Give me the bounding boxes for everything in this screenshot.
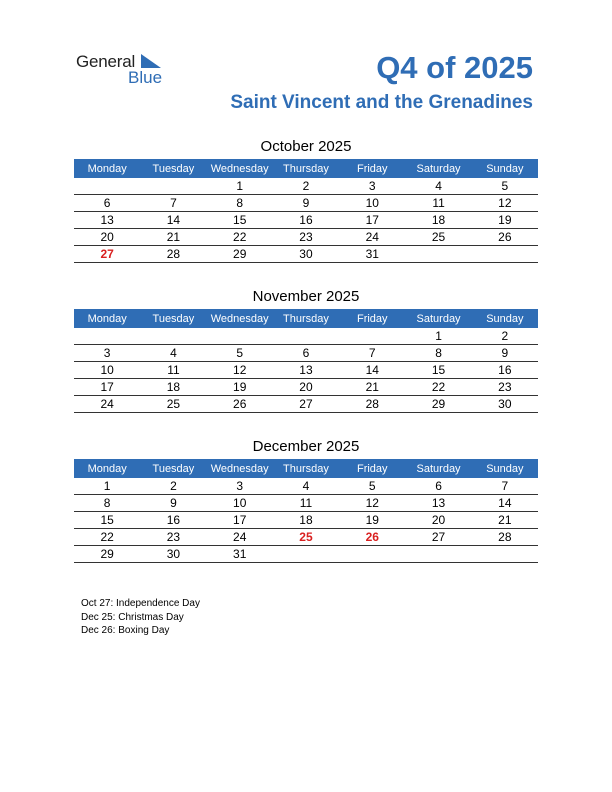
weekday-header: Tuesday xyxy=(140,459,206,478)
day-cell xyxy=(339,328,405,345)
weekday-header: Tuesday xyxy=(140,159,206,178)
day-cell: 29 xyxy=(207,246,273,263)
day-cell: 15 xyxy=(74,512,140,529)
day-cell: 25 xyxy=(273,529,339,546)
day-cell: 18 xyxy=(405,212,471,229)
day-cell: 20 xyxy=(405,512,471,529)
day-cell: 7 xyxy=(339,345,405,362)
day-cell: 27 xyxy=(74,246,140,263)
day-cell: 3 xyxy=(207,478,273,495)
weekday-header: Friday xyxy=(339,309,405,328)
weekday-header: Thursday xyxy=(273,309,339,328)
day-cell xyxy=(339,546,405,563)
day-cell: 24 xyxy=(74,396,140,413)
day-cell xyxy=(207,328,273,345)
day-cell: 26 xyxy=(472,229,538,246)
weekday-header: Sunday xyxy=(472,459,538,478)
day-cell: 26 xyxy=(339,529,405,546)
day-cell: 15 xyxy=(405,362,471,379)
day-cell: 26 xyxy=(207,396,273,413)
month-title: November 2025 xyxy=(252,288,360,305)
week-row xyxy=(74,546,538,563)
day-cell: 21 xyxy=(339,379,405,396)
logo-text-general: General xyxy=(76,52,136,71)
day-cell: 29 xyxy=(74,546,140,563)
day-cell: 7 xyxy=(472,478,538,495)
day-cell: 21 xyxy=(140,229,206,246)
weekday-header: Wednesday xyxy=(207,159,273,178)
day-cell: 19 xyxy=(207,379,273,396)
week-row xyxy=(74,328,538,345)
day-cell: 15 xyxy=(207,212,273,229)
day-cell: 30 xyxy=(273,246,339,263)
day-cell: 8 xyxy=(405,345,471,362)
holiday-note: Dec 26: Boxing Day xyxy=(81,625,170,636)
day-cell: 23 xyxy=(273,229,339,246)
day-cell: 17 xyxy=(339,212,405,229)
day-cell: 31 xyxy=(339,246,405,263)
weekday-header: Thursday xyxy=(273,159,339,178)
day-cell: 16 xyxy=(140,512,206,529)
weekday-header: Sunday xyxy=(472,309,538,328)
day-cell xyxy=(405,546,471,563)
day-cell: 12 xyxy=(472,195,538,212)
day-cell xyxy=(472,246,538,263)
day-cell: 7 xyxy=(140,195,206,212)
day-cell: 13 xyxy=(273,362,339,379)
day-cell: 1 xyxy=(74,478,140,495)
day-cell: 2 xyxy=(472,328,538,345)
month-title: December 2025 xyxy=(252,438,360,455)
logo-text-blue: Blue xyxy=(128,68,163,87)
week-row xyxy=(74,396,538,413)
month-table xyxy=(74,159,538,263)
day-cell: 16 xyxy=(472,362,538,379)
day-cell: 8 xyxy=(74,495,140,512)
day-cell: 12 xyxy=(207,362,273,379)
day-cell: 17 xyxy=(207,512,273,529)
weekday-header: Saturday xyxy=(405,309,471,328)
day-cell: 14 xyxy=(472,495,538,512)
page-title: Q4 of 2025 xyxy=(376,50,533,85)
day-cell xyxy=(472,546,538,563)
week-row xyxy=(74,195,538,212)
day-cell: 12 xyxy=(339,495,405,512)
day-cell: 11 xyxy=(405,195,471,212)
holiday-note: Oct 27: Independence Day xyxy=(81,598,200,609)
weekday-header: Saturday xyxy=(405,159,471,178)
day-cell: 5 xyxy=(339,478,405,495)
day-cell: 13 xyxy=(405,495,471,512)
day-cell: 22 xyxy=(74,529,140,546)
day-cell: 23 xyxy=(140,529,206,546)
logo xyxy=(76,52,176,88)
day-cell: 11 xyxy=(273,495,339,512)
day-cell: 3 xyxy=(74,345,140,362)
day-cell: 2 xyxy=(273,178,339,195)
day-cell: 17 xyxy=(74,379,140,396)
day-cell: 5 xyxy=(472,178,538,195)
week-row xyxy=(74,529,538,546)
day-cell: 16 xyxy=(273,212,339,229)
month-block xyxy=(74,286,538,413)
day-cell: 6 xyxy=(405,478,471,495)
day-cell: 9 xyxy=(472,345,538,362)
day-cell: 22 xyxy=(207,229,273,246)
day-cell xyxy=(140,328,206,345)
day-cell: 27 xyxy=(405,529,471,546)
month-block xyxy=(74,136,538,263)
day-cell: 25 xyxy=(140,396,206,413)
day-cell: 3 xyxy=(339,178,405,195)
day-cell: 18 xyxy=(273,512,339,529)
day-cell: 14 xyxy=(339,362,405,379)
day-cell: 21 xyxy=(472,512,538,529)
month-table xyxy=(74,309,538,413)
weekday-header: Monday xyxy=(74,309,140,328)
day-cell: 9 xyxy=(140,495,206,512)
day-cell: 1 xyxy=(207,178,273,195)
day-cell: 28 xyxy=(472,529,538,546)
weekday-header: Thursday xyxy=(273,459,339,478)
holiday-notes xyxy=(81,597,200,638)
day-cell: 10 xyxy=(207,495,273,512)
day-cell: 13 xyxy=(74,212,140,229)
day-cell: 24 xyxy=(339,229,405,246)
day-cell: 30 xyxy=(472,396,538,413)
day-cell: 18 xyxy=(140,379,206,396)
day-cell: 4 xyxy=(140,345,206,362)
day-cell: 2 xyxy=(140,478,206,495)
weekday-header: Wednesday xyxy=(207,309,273,328)
day-cell: 8 xyxy=(207,195,273,212)
day-cell: 31 xyxy=(207,546,273,563)
weekday-header: Friday xyxy=(339,159,405,178)
weekday-header: Wednesday xyxy=(207,459,273,478)
week-row xyxy=(74,229,538,246)
day-cell: 25 xyxy=(405,229,471,246)
weekday-header: Friday xyxy=(339,459,405,478)
country-title: Saint Vincent and the Grenadines xyxy=(230,92,533,113)
week-row xyxy=(74,495,538,512)
day-cell xyxy=(273,546,339,563)
day-cell: 24 xyxy=(207,529,273,546)
day-cell: 28 xyxy=(140,246,206,263)
holiday-note: Dec 25: Christmas Day xyxy=(81,611,184,623)
week-row xyxy=(74,178,538,195)
month-table xyxy=(74,459,538,563)
weekday-header: Monday xyxy=(74,459,140,478)
weekday-header: Sunday xyxy=(472,159,538,178)
week-row xyxy=(74,212,538,229)
day-cell: 4 xyxy=(273,478,339,495)
day-cell: 5 xyxy=(207,345,273,362)
day-cell: 11 xyxy=(140,362,206,379)
day-cell: 20 xyxy=(273,379,339,396)
day-cell: 19 xyxy=(339,512,405,529)
day-cell: 10 xyxy=(339,195,405,212)
day-cell: 19 xyxy=(472,212,538,229)
day-cell: 4 xyxy=(405,178,471,195)
day-cell: 23 xyxy=(472,379,538,396)
day-cell: 20 xyxy=(74,229,140,246)
day-cell: 27 xyxy=(273,396,339,413)
day-cell xyxy=(405,246,471,263)
day-cell: 22 xyxy=(405,379,471,396)
month-block xyxy=(74,436,538,563)
week-row xyxy=(74,362,538,379)
day-cell xyxy=(74,328,140,345)
weekday-header: Tuesday xyxy=(140,309,206,328)
day-cell: 29 xyxy=(405,396,471,413)
week-row xyxy=(74,246,538,263)
day-cell: 30 xyxy=(140,546,206,563)
month-title: October 2025 xyxy=(260,138,352,155)
week-row xyxy=(74,345,538,362)
weekday-header: Saturday xyxy=(405,459,471,478)
day-cell: 28 xyxy=(339,396,405,413)
day-cell xyxy=(140,178,206,195)
week-row xyxy=(74,512,538,529)
day-cell: 1 xyxy=(405,328,471,345)
week-row xyxy=(74,478,538,495)
day-cell: 10 xyxy=(74,362,140,379)
week-row xyxy=(74,379,538,396)
day-cell: 14 xyxy=(140,212,206,229)
day-cell: 6 xyxy=(74,195,140,212)
day-cell: 9 xyxy=(273,195,339,212)
day-cell xyxy=(273,328,339,345)
day-cell xyxy=(74,178,140,195)
weekday-header: Monday xyxy=(74,159,140,178)
day-cell: 6 xyxy=(273,345,339,362)
